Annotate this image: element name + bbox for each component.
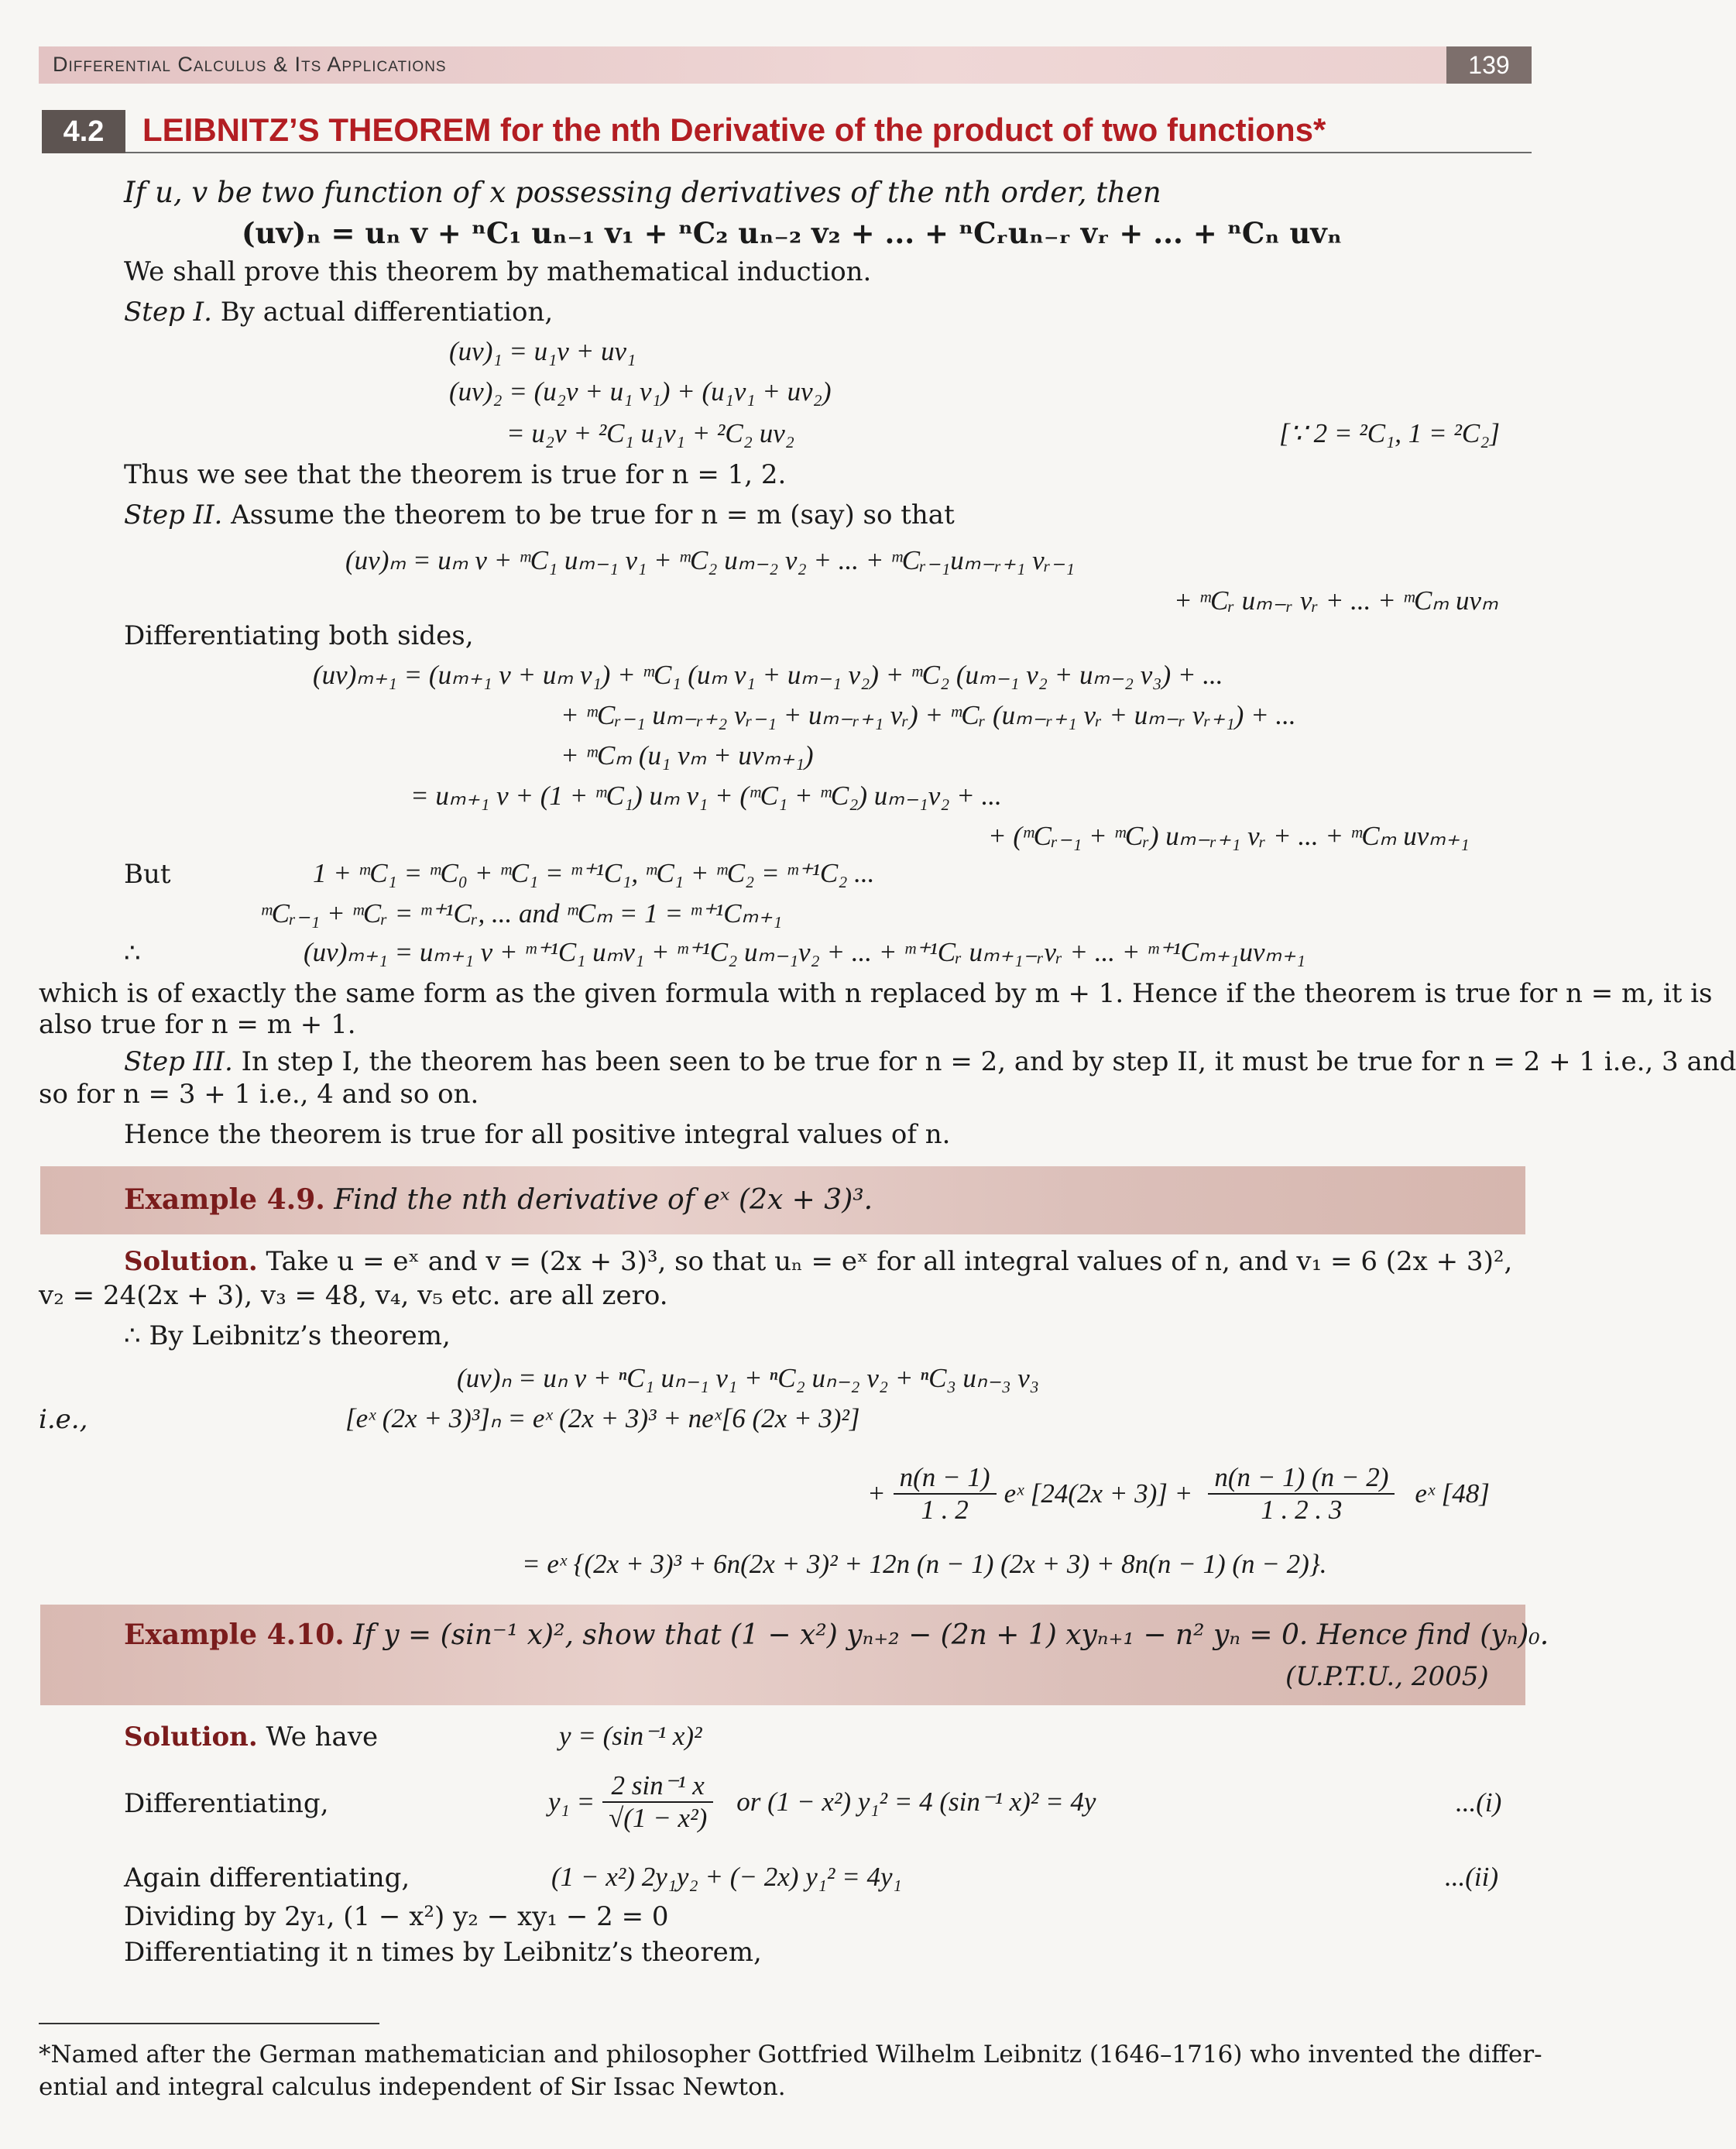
equation-tag-i: ...(i) bbox=[1456, 1787, 1502, 1818]
example-4-9-result: = eˣ {(2x + 3)³ + 6n(2x + 3)² + 12n (n − 1) (2x + 3) + 8n(n − 1) (n − 2)}. bbox=[522, 1549, 1327, 1579]
example-4-10-we-have: We have bbox=[266, 1722, 379, 1752]
step2-d5: + (ᵐCᵣ₋₁ + ᵐCᵣ) uₘ₋ᵣ₊₁ vᵣ + ... + ᵐCₘ uvₘ₊₁ bbox=[988, 821, 1470, 851]
step2-d4: = uₘ₊₁ v + (1 + ᵐC₁) uₘ v₁ + (ᵐC₁ + ᵐC₂) uₘ₋₁v₂ + ... bbox=[410, 781, 1002, 811]
example-4-9-s2: v₂ = 24(2x + 3), v₃ = 48, v₄, v₅ etc. are all zero. bbox=[39, 1280, 668, 1311]
equation-tag-ii: ...(ii) bbox=[1445, 1862, 1499, 1892]
example-4-9-heading bbox=[124, 1183, 873, 1217]
example-4-9-solution-label: Solution. bbox=[124, 1246, 258, 1277]
step1-eq2: (uv)₂ = (u₂v + u₁ v₁) + (u₁v₁ + uv₂) bbox=[449, 376, 832, 407]
y1-numerator: 2 sin⁻¹ x bbox=[602, 1770, 713, 1803]
step2-d3: + ᵐCₘ (u₁ vₘ + uvₘ₊₁) bbox=[561, 740, 814, 771]
fraction-1-numerator: n(n − 1) bbox=[894, 1462, 997, 1495]
page-number: 139 bbox=[1446, 46, 1532, 84]
step3-conclusion: Hence the theorem is true for all positive integral values of n. bbox=[124, 1119, 951, 1150]
step1-conclusion: Thus we see that the theorem is true for n = 1, 2. bbox=[124, 459, 787, 490]
step2-b3: (uv)ₘ₊₁ = uₘ₊₁ v + ᵐ⁺¹C₁ uₘv₁ + ᵐ⁺¹C₂ uₘ₋₁v₂ + ... + ᵐ⁺¹Cᵣ uₘ₊₁₋ᵣvᵣ + ... + ᵐ⁺¹Cₘ₊₁uvₘ₊₁ bbox=[304, 937, 1305, 967]
y1-or-equation: or (1 − x²) y₁² = 4 (sin⁻¹ x)² = 4y bbox=[736, 1787, 1096, 1817]
step2-eq1: (uv)ₘ = uₘ v + ᵐC₁ uₘ₋₁ v₁ + ᵐC₂ uₘ₋₂ v₂ + ... + ᵐCᵣ₋₁uₘ₋ᵣ₊₁ vᵣ₋₁ bbox=[345, 545, 1075, 575]
fraction-2-numerator: n(n − 1) (n − 2) bbox=[1208, 1462, 1395, 1495]
step1-eq3: = u₂v + ²C₁ u₁v₁ + ²C₂ uv₂ bbox=[506, 418, 794, 448]
y1-fraction bbox=[602, 1770, 713, 1834]
step2-therefore: ∴ bbox=[124, 938, 141, 969]
step3-label: Step III. bbox=[124, 1046, 233, 1077]
step2-p2: also true for n = m + 1. bbox=[39, 1009, 356, 1040]
fraction-1-denominator: 1 . 2 bbox=[921, 1495, 969, 1525]
example-4-10-divide: Dividing by 2y₁, (1 − x²) y₂ − xy₁ − 2 = 0 bbox=[124, 1901, 669, 1932]
step1-note: [∵ 2 = ²C₁, 1 = ²C₂] bbox=[1279, 418, 1501, 448]
example-4-9-s1-line bbox=[124, 1245, 1512, 1278]
example-4-10-y1-line bbox=[548, 1770, 1096, 1834]
example-4-9-s3: ∴ By Leibnitz’s theorem, bbox=[124, 1320, 451, 1351]
step2-text: Assume the theorem to be true for n = m (say) so that bbox=[231, 499, 955, 530]
example-4-9-problem: Find the nth derivative of eˣ (2x + 3)³. bbox=[334, 1184, 873, 1216]
example-4-10-label: Example 4.10. bbox=[124, 1619, 345, 1651]
footnote-rule bbox=[39, 2023, 379, 2024]
theorem-intro: We shall prove this theorem by mathematical induction. bbox=[124, 256, 872, 287]
step2-line bbox=[124, 499, 955, 531]
y1-lhs: y₁ = bbox=[548, 1787, 595, 1817]
example-4-10-again-eq: (1 − x²) 2y₁y₂ + (− 2x) y₁² = 4y₁ bbox=[551, 1862, 902, 1892]
example-4-10-diff-label: Differentiating, bbox=[124, 1788, 329, 1819]
plus-sign: + bbox=[867, 1478, 886, 1509]
example-4-9-label: Example 4.9. bbox=[124, 1183, 325, 1216]
step2-but-label: But bbox=[124, 859, 171, 890]
step1-line bbox=[124, 296, 553, 328]
example-4-10-problem: If y = (sin⁻¹ x)², show that (1 − x²) yₙ₊₂ − (2n + 1) xyₙ₊₁ − n² yₙ = 0. Hence find (yₙ)₀. bbox=[353, 1619, 1549, 1651]
step1-text: By actual differentiation, bbox=[220, 297, 554, 328]
step2-eq1b: + ᵐCᵣ uₘ₋ᵣ vᵣ + ... + ᵐCₘ uvₘ bbox=[1174, 585, 1498, 616]
step2-b1: 1 + ᵐC₁ = ᵐC₀ + ᵐC₁ = ᵐ⁺¹C₁, ᵐC₁ + ᵐC₂ = ᵐ⁺¹C₂ ... bbox=[313, 858, 875, 888]
fraction-1 bbox=[894, 1462, 997, 1526]
example-4-10-diff-n: Differentiating it n times by Leibnitz’s theorem, bbox=[124, 1937, 762, 1968]
step3-p2: so for n = 3 + 1 i.e., 4 and so on. bbox=[39, 1079, 479, 1110]
example-4-10-source: (U.P.T.U., 2005) bbox=[1285, 1661, 1489, 1692]
footnote-line-2: ential and integral calculus independent of Sir Issac Newton. bbox=[39, 2073, 786, 2101]
step2-d2: + ᵐCᵣ₋₁ uₘ₋ᵣ₊₂ vᵣ₋₁ + uₘ₋ᵣ₊₁ vᵣ) + ᵐCᵣ (uₘ₋ᵣ₊₁ vᵣ + uₘ₋ᵣ vᵣ₊₁) + ... bbox=[561, 700, 1296, 730]
fraction-1-after: eˣ [24(2x + 3)] + bbox=[1004, 1478, 1193, 1509]
example-4-10-solution-line bbox=[124, 1721, 378, 1753]
example-4-9-s1: Take u = eˣ and v = (2x + 3)³, so that uₙ = eˣ for all integral values of n, and v₁ = 6 (2x + 3)², bbox=[266, 1246, 1513, 1277]
step2-b2: ᵐCᵣ₋₁ + ᵐCᵣ = ᵐ⁺¹Cᵣ, ... and ᵐCₘ = 1 = ᵐ⁺¹Cₘ₊₁ bbox=[260, 898, 783, 929]
step2-d1: (uv)ₘ₊₁ = (uₘ₊₁ v + uₘ v₁) + ᵐC₁ (uₘ v₁ + uₘ₋₁ v₂) + ᵐC₂ (uₘ₋₁ v₂ + uₘ₋₂ v₃) + ... bbox=[313, 660, 1223, 690]
example-4-9-e2: [eˣ (2x + 3)³]ₙ = eˣ (2x + 3)³ + neˣ[6 (2x + 3)²] bbox=[345, 1403, 860, 1433]
example-4-9-fraction-line bbox=[867, 1462, 1490, 1526]
section-rule bbox=[125, 152, 1532, 153]
example-4-10-heading bbox=[124, 1619, 1549, 1652]
example-4-9-e1: (uv)ₙ = uₙ v + ⁿC₁ uₙ₋₁ v₁ + ⁿC₂ uₙ₋₂ v₂ + ⁿC₃ uₙ₋₃ v₃ bbox=[457, 1363, 1039, 1393]
example-4-10-y-eq: y = (sin⁻¹ x)² bbox=[559, 1721, 702, 1751]
step3-p1: In step I, the theorem has been seen to be true for n = 2, and by step II, it must be true for n = 2 + 1 i.e., 3 and bbox=[241, 1046, 1736, 1077]
theorem-formula: (uv)ₙ = uₙ v + ⁿC₁ uₙ₋₁ v₁ + ⁿC₂ uₙ₋₂ v₂ + ... + ⁿCᵣuₙ₋ᵣ vᵣ + ... + ⁿCₙ uvₙ bbox=[242, 216, 1342, 250]
example-4-9-ie: i.e., bbox=[39, 1404, 88, 1435]
y1-denominator: √(1 − x²) bbox=[609, 1803, 708, 1833]
example-4-10-again-label: Again differentiating, bbox=[124, 1862, 410, 1893]
step1-eq1: (uv)₁ = u₁v + uv₁ bbox=[449, 336, 636, 366]
section-number: 4.2 bbox=[42, 110, 125, 153]
step2-label: Step II. bbox=[124, 499, 223, 530]
footnote-line-1: *Named after the German mathematician and philosopher Gottfried Wilhelm Leibnitz (1646–1716) who invented the differ- bbox=[39, 2041, 1542, 2068]
running-head-title: Differential Calculus & Its Applications bbox=[53, 53, 447, 76]
theorem-statement: If u, v be two function of x possessing derivatives of the nth order, then bbox=[124, 176, 1161, 209]
fraction-2-denominator: 1 . 2 . 3 bbox=[1261, 1495, 1343, 1525]
example-4-10-solution-label: Solution. bbox=[124, 1722, 258, 1752]
section-title: LEIBNITZ’S THEOREM for the nth Derivative of the product of two functions* bbox=[142, 112, 1326, 148]
fraction-2-after: eˣ [48] bbox=[1415, 1478, 1490, 1509]
step3-line bbox=[124, 1045, 1736, 1078]
step1-label: Step I. bbox=[124, 297, 212, 328]
fraction-2 bbox=[1208, 1462, 1395, 1526]
step2-p1: which is of exactly the same form as the given formula with n replaced by m + 1. Hence if the theorem is true for n = m, it is bbox=[39, 978, 1713, 1009]
step2-diff-text: Differentiating both sides, bbox=[124, 620, 474, 651]
